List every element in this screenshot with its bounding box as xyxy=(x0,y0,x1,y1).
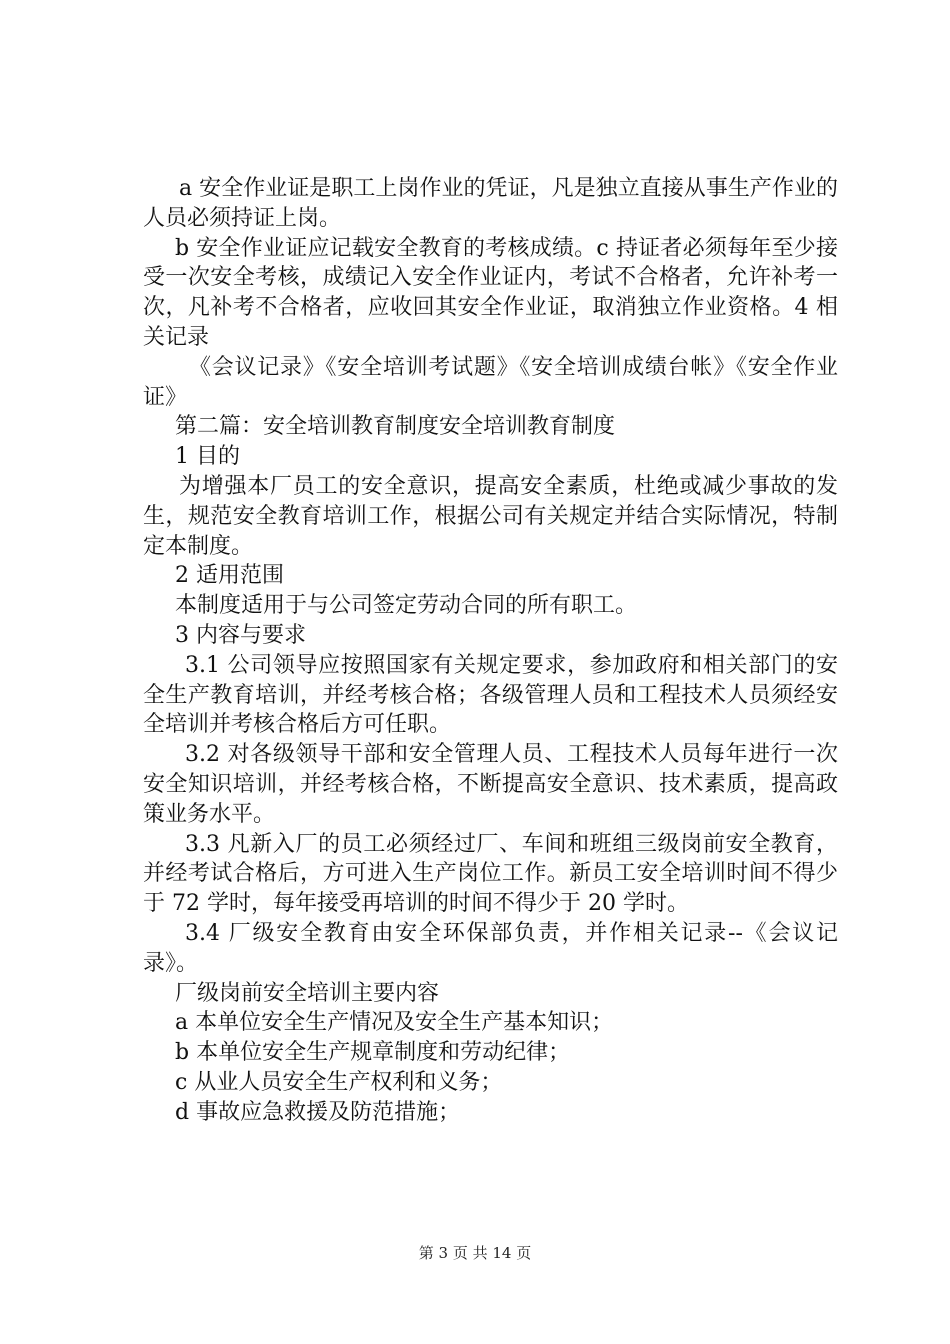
paragraph-related-records-list: 《会议记录》《安全培训考试题》《安全培训成绩台帐》《安全作业证》 xyxy=(143,354,838,410)
list-item-a: a 本单位安全生产情况及安全生产基本知识； xyxy=(175,1010,614,1036)
heading-scope: 2 适用范围 xyxy=(175,563,284,589)
heading-content-requirements: 3 内容与要求 xyxy=(175,622,306,648)
paragraph-scope: 本制度适用于与公司签定劳动合同的所有职工。 xyxy=(175,593,638,619)
heading-factory-training-content: 厂级岗前安全培训主要内容 xyxy=(175,980,440,1006)
list-item-b: b 本单位安全生产规章制度和劳动纪律； xyxy=(175,1040,571,1066)
paragraph-clause-3-1: 3.1 公司领导应按照国家有关规定要求，参加政府和相关部门的安全生产教育培训，并经考核合格；各级管理人员和工程技术人员须经安全培训并考核合格后方可任职。 xyxy=(143,652,838,738)
paragraph-safety-cert-a: a 安全作业证是职工上岗作业的凭证，凡是独立直接从事生产作业的人员必须持证上岗。 xyxy=(143,176,838,231)
paragraph-clause-3-4: 3.4 厂级安全教育由安全环保部负责，并作相关记录--《会议记录》。 xyxy=(143,920,838,976)
document-body xyxy=(143,174,838,1128)
heading-purpose: 1 目的 xyxy=(175,444,240,470)
paragraph-clause-3-3: 3.3 凡新入厂的员工必须经过厂、车间和班组三级岗前安全教育，并经考试合格后，方可进入生产岗位工作。新员工安全培训时间不得少于 72 学时，每年接受再培训的时间不得少于 20 学时。 xyxy=(143,831,838,917)
list-item-c: c 从业人员安全生产权利和义务； xyxy=(175,1069,503,1095)
paragraph-clause-3-2: 3.2 对各级领导干部和安全管理人员、工程技术人员每年进行一次安全知识培训，并经考核合格，不断提高安全意识、技术素质，提高政策业务水平。 xyxy=(143,742,838,827)
paragraph-purpose: 为增强本厂员工的安全意识，提高安全素质，杜绝或减少事故的发生，规范安全教育培训工作，根据公司有关规定并结合实际情况，特制定本制度。 xyxy=(143,473,838,559)
paragraph-safety-cert-b-c: b 安全作业证应记载安全教育的考核成绩。c 持证者必须每年至少接受一次安全考核，成绩记入安全作业证内，考试不合格者，允许补考一次，凡补考不合格者，应收回其安全作业证，取消独立作业资格。4 相关记录 xyxy=(143,235,838,350)
section-title-part-two: 第二篇：安全培训教育制度安全培训教育制度 xyxy=(175,414,616,440)
page-number-footer: 第 3 页 共 14 页 xyxy=(418,1244,532,1262)
list-item-d: d 事故应急救援及防范措施； xyxy=(175,1099,461,1125)
